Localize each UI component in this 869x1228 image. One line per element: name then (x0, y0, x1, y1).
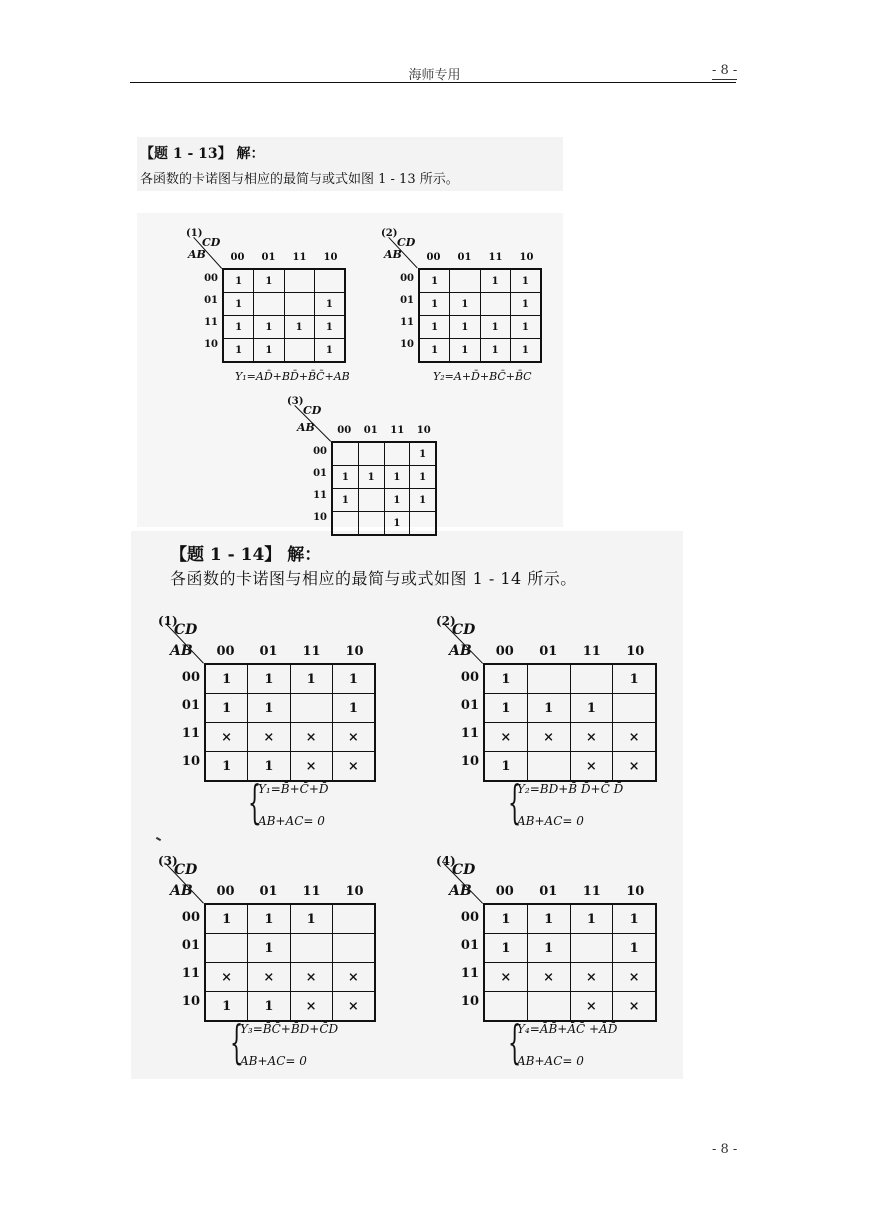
kmap-number: (1) (186, 228, 203, 239)
kmap-cell: 1 (419, 316, 450, 339)
kmap-cell: 1 (527, 694, 570, 723)
kmap-row (223, 316, 345, 339)
expr-14-3-constraint: AB+AC= 0 (240, 1054, 307, 1068)
kmap-cell: × (248, 963, 290, 992)
kmap-row (205, 723, 375, 752)
kmap-number: (2) (436, 614, 456, 628)
kmap-cell: × (332, 723, 375, 752)
kmap-row-header: 00 (181, 909, 200, 925)
kmap-col-header: 10 (519, 252, 534, 263)
kmap-grid (204, 663, 376, 782)
kmap-cell: 1 (205, 992, 248, 1022)
kmap-cell (332, 442, 358, 466)
kmap-row-header: 10 (400, 339, 414, 350)
kmap-cd-label: CD (397, 236, 416, 249)
kmap-cell: 1 (570, 904, 613, 934)
kmap-row (419, 339, 541, 363)
kmap-cell: 1 (484, 752, 527, 782)
kmap-cell: × (248, 723, 290, 752)
kmap-cell: 1 (254, 269, 284, 293)
kmap-row-header: 01 (181, 697, 200, 713)
kmap-cell (290, 694, 332, 723)
kmap-cell (384, 442, 410, 466)
kmap-cell: 1 (223, 316, 254, 339)
kmap-cell: × (484, 963, 527, 992)
kmap-row-header: 01 (204, 295, 218, 306)
kmap-cell: × (290, 752, 332, 782)
brace-14-1: { (248, 775, 262, 829)
kmap-cell: 1 (332, 694, 375, 723)
kmap-cell: 1 (314, 293, 345, 316)
kmap-col-header: 11 (582, 884, 601, 899)
kmap-row (484, 694, 656, 723)
kmap-col-header: 00 (230, 252, 245, 263)
kmap-cell: 1 (248, 752, 290, 782)
kmap-row-header: 11 (181, 965, 200, 981)
kmap-cell (314, 269, 345, 293)
kmap-cell: × (290, 992, 332, 1022)
kmap-row (332, 466, 436, 489)
kmap-row-header: 11 (313, 490, 327, 501)
kmap-cell (570, 934, 613, 963)
kmap-cell: 1 (419, 293, 450, 316)
kmap-row-header: 00 (400, 273, 414, 284)
kmap-cell: 1 (410, 466, 436, 489)
kmap-row (332, 512, 436, 536)
kmap-row (484, 904, 656, 934)
kmap-cell: 1 (358, 466, 384, 489)
expr-13-1: Y₁=AD̄+BD̄+B̄C̄+AB (235, 370, 350, 383)
kmap-row (332, 489, 436, 512)
kmap-cell: 1 (223, 339, 254, 363)
kmap-cell: × (613, 752, 656, 782)
kmap-cell: 1 (419, 339, 450, 363)
kmap-cell: 1 (450, 316, 480, 339)
kmap-row-header: 10 (181, 993, 200, 1009)
kmap-col-header: 11 (302, 644, 321, 659)
expr-13-2: Y₂=A+D̄+BC̄+B̄C (433, 370, 532, 383)
kmap-col-header: 11 (390, 425, 405, 436)
kmap-ab-label: AB (449, 883, 472, 899)
kmap-row (332, 442, 436, 466)
kmap-cell: × (527, 963, 570, 992)
kmap-cell: × (484, 723, 527, 752)
problem-13-body: 各函数的卡诺图与相应的最简与或式如图 1 - 13 所示。 (140, 172, 459, 187)
kmap-cell: 1 (254, 316, 284, 339)
kmap-col-header: 00 (495, 644, 514, 659)
kmap-cell: × (290, 723, 332, 752)
problem-13-heading: 【题 1 - 13】 解： (140, 146, 265, 162)
kmap-row (205, 694, 375, 723)
expr-14-4-main: Y₄=ĀB̄+ĀC̄ +ĀD̄ (517, 1022, 618, 1036)
kmap-cell (450, 269, 480, 293)
kmap-cell (205, 934, 248, 963)
kmap-row (205, 963, 375, 992)
kmap-cell: 1 (484, 904, 527, 934)
expr-14-4-constraint: AB+AC= 0 (517, 1054, 584, 1068)
kmap-row (484, 664, 656, 694)
kmap-row-header: 01 (181, 937, 200, 953)
kmap-row-header: 01 (460, 697, 479, 713)
kmap-cell: 1 (613, 934, 656, 963)
kmap-cd-label: CD (452, 862, 476, 878)
kmap-cell (284, 293, 314, 316)
kmap-ab-label: AB (297, 421, 315, 434)
kmap-cell (527, 752, 570, 782)
kmap-cell: × (205, 723, 248, 752)
kmap-row-header: 11 (400, 317, 414, 328)
kmap-cell: × (332, 992, 375, 1022)
kmap-row (419, 269, 541, 293)
footer-page-number: - 8 - (712, 1142, 738, 1157)
kmap-cell: 1 (419, 269, 450, 293)
kmap-cell: × (205, 963, 248, 992)
problem-14-heading: 【题 1 - 14】 解： (170, 545, 322, 565)
kmap-col-header: 00 (216, 884, 235, 899)
kmap-row-header: 00 (313, 446, 327, 457)
kmap-number: (1) (158, 614, 178, 628)
kmap-grid (331, 441, 437, 536)
kmap-cell (480, 293, 510, 316)
kmap-col-header: 01 (457, 252, 472, 263)
kmap-grid (483, 903, 657, 1022)
brace-14-2: { (508, 775, 522, 829)
kmap-cell: 1 (613, 664, 656, 694)
brace-14-4: { (508, 1015, 522, 1069)
kmap-row-header: 10 (460, 993, 479, 1009)
kmap-cell: 1 (332, 489, 358, 512)
kmap-cell: × (613, 963, 656, 992)
expr-14-2-constraint: AB+AC= 0 (517, 814, 584, 828)
kmap-cell: 1 (480, 269, 510, 293)
kmap-ab-label: AB (449, 643, 472, 659)
kmap-grid (222, 268, 346, 363)
kmap-col-header: 00 (337, 425, 352, 436)
kmap-ab-label: AB (188, 248, 206, 261)
kmap-cell: 1 (384, 512, 410, 536)
kmap-cell: 1 (510, 316, 541, 339)
kmap-cell: 1 (480, 339, 510, 363)
kmap-number: (4) (436, 854, 456, 868)
kmap-cell: 1 (510, 269, 541, 293)
kmap-cell: × (332, 752, 375, 782)
kmap-cd-label: CD (174, 862, 198, 878)
kmap-cell: 1 (205, 664, 248, 694)
kmap-col-header: 01 (259, 644, 278, 659)
kmap-row-header: 01 (400, 295, 414, 306)
kmap-cell: 1 (332, 466, 358, 489)
kmap-col-header: 01 (259, 884, 278, 899)
kmap-col-header: 11 (302, 884, 321, 899)
kmap-row (419, 293, 541, 316)
header-title: 海师专用 (408, 68, 461, 83)
kmap-row (205, 904, 375, 934)
expr-14-3-main: Y₃=B̄C̄+B̄D+C̄D (240, 1022, 339, 1036)
kmap-cell (332, 934, 375, 963)
kmap-cell: × (613, 723, 656, 752)
kmap-cell: × (570, 752, 613, 782)
expr-14-2-main: Y₂=BD+B̄ D̄+C̄ D̄ (517, 782, 624, 796)
kmap-row (205, 752, 375, 782)
kmap-cell (332, 904, 375, 934)
kmap-cell: 1 (248, 664, 290, 694)
kmap-cell (358, 489, 384, 512)
kmap-cell (254, 293, 284, 316)
kmap-row-header: 10 (313, 512, 327, 523)
kmap-cell (527, 664, 570, 694)
kmap-row (484, 934, 656, 963)
kmap-row-header: 10 (460, 753, 479, 769)
kmap-row-header: 00 (181, 669, 200, 685)
header-rule (130, 82, 736, 83)
kmap-col-header: 10 (345, 644, 364, 659)
kmap-cell: 1 (484, 934, 527, 963)
kmap-ab-label: AB (170, 883, 193, 899)
kmap-cd-label: CD (202, 236, 221, 249)
kmap-cell: 1 (570, 694, 613, 723)
kmap-cell: 1 (223, 293, 254, 316)
kmap-cell: 1 (290, 904, 332, 934)
kmap-grid (418, 268, 542, 363)
kmap-col-header: 10 (626, 644, 645, 659)
kmap-cell: 1 (248, 992, 290, 1022)
kmap-col-header: 01 (261, 252, 276, 263)
kmap-col-header: 01 (539, 644, 558, 659)
kmap-row-header: 11 (460, 725, 479, 741)
kmap-cell: 1 (484, 694, 527, 723)
kmap-cell: 1 (527, 904, 570, 934)
kmap-cell: 1 (450, 293, 480, 316)
kmap-row (484, 723, 656, 752)
kmap-cell: 1 (332, 664, 375, 694)
kmap-cell (527, 992, 570, 1022)
kmap-col-header: 10 (323, 252, 338, 263)
kmap-cell (570, 664, 613, 694)
kmap-cd-label: CD (174, 622, 198, 638)
kmap-col-header: 01 (539, 884, 558, 899)
kmap-cell (332, 512, 358, 536)
kmap-number: (3) (158, 854, 178, 868)
problem-14-body: 各函数的卡诺图与相应的最简与或式如图 1 - 14 所示。 (170, 569, 577, 588)
kmap-cell: 1 (205, 904, 248, 934)
kmap-cell: × (570, 992, 613, 1022)
kmap-row-header: 01 (460, 937, 479, 953)
kmap-cell: 1 (384, 466, 410, 489)
kmap-cell: 1 (410, 442, 436, 466)
kmap-cell: 1 (384, 489, 410, 512)
kmap-row-header: 00 (460, 909, 479, 925)
kmap-col-header: 00 (216, 644, 235, 659)
kmap-row-header: 10 (181, 753, 200, 769)
kmap-cd-label: CD (303, 404, 322, 417)
kmap-row (223, 339, 345, 363)
kmap-cell: 1 (527, 934, 570, 963)
kmap-cell: 1 (248, 694, 290, 723)
kmap-cell: 1 (484, 664, 527, 694)
kmap-row-header: 10 (204, 339, 218, 350)
kmap-cell: 1 (410, 489, 436, 512)
kmap-row (205, 934, 375, 963)
kmap-ab-label: AB (170, 643, 193, 659)
kmap-cell: × (570, 963, 613, 992)
kmap-col-header: 11 (488, 252, 503, 263)
kmap-cell: 1 (248, 934, 290, 963)
kmap-cell (290, 934, 332, 963)
expr-14-1-main: Y₁=B̄+C̄+D̄ (258, 782, 329, 796)
kmap-cell: × (332, 963, 375, 992)
kmap-cell (613, 694, 656, 723)
kmap-row-header: 11 (204, 317, 218, 328)
kmap-row (205, 664, 375, 694)
kmap-col-header: 10 (626, 884, 645, 899)
kmap-col-header: 11 (292, 252, 307, 263)
kmap-cell: × (527, 723, 570, 752)
kmap-cell: 1 (205, 752, 248, 782)
kmap-row-header: 01 (313, 468, 327, 479)
brace-14-3: { (230, 1015, 244, 1069)
kmap-cell (410, 512, 436, 536)
kmap-cell: 1 (613, 904, 656, 934)
kmap-row (484, 963, 656, 992)
kmap-number: (2) (381, 228, 398, 239)
kmap-cell: × (290, 963, 332, 992)
kmap-cell: 1 (248, 904, 290, 934)
kmap-row (223, 269, 345, 293)
kmap-cell: 1 (223, 269, 254, 293)
kmap-cell: 1 (510, 293, 541, 316)
kmap-cell (284, 339, 314, 363)
kmap-cell: 1 (480, 316, 510, 339)
kmap-cell: 1 (314, 339, 345, 363)
kmap-col-header: 01 (363, 425, 378, 436)
kmap-cell: × (613, 992, 656, 1022)
kmap-row (223, 293, 345, 316)
kmap-grid (204, 903, 376, 1022)
kmap-cell: 1 (254, 339, 284, 363)
kmap-number: (3) (287, 396, 304, 407)
header-page-number: - 8 - (712, 63, 738, 78)
kmap-col-header: 10 (416, 425, 431, 436)
kmap-row-header: 11 (460, 965, 479, 981)
kmap-cell (284, 269, 314, 293)
kmap-col-header: 10 (345, 884, 364, 899)
kmap-cell: 1 (205, 694, 248, 723)
kmap-cell (358, 442, 384, 466)
kmap-row-header: 00 (204, 273, 218, 284)
expr-14-1-constraint: AB+AC= 0 (258, 814, 325, 828)
kmap-cell: 1 (284, 316, 314, 339)
kmap-cell: 1 (314, 316, 345, 339)
kmap-cell: 1 (290, 664, 332, 694)
kmap-row-header: 11 (181, 725, 200, 741)
kmap-col-header: 11 (582, 644, 601, 659)
kmap-cell: 1 (510, 339, 541, 363)
kmap-row (419, 316, 541, 339)
kmap-cd-label: CD (452, 622, 476, 638)
kmap-col-header: 00 (495, 884, 514, 899)
kmap-cell: × (570, 723, 613, 752)
kmap-row-header: 00 (460, 669, 479, 685)
kmap-grid (483, 663, 657, 782)
kmap-col-header: 00 (426, 252, 441, 263)
kmap-cell (358, 512, 384, 536)
kmap-ab-label: AB (384, 248, 402, 261)
kmap-cell: 1 (450, 339, 480, 363)
